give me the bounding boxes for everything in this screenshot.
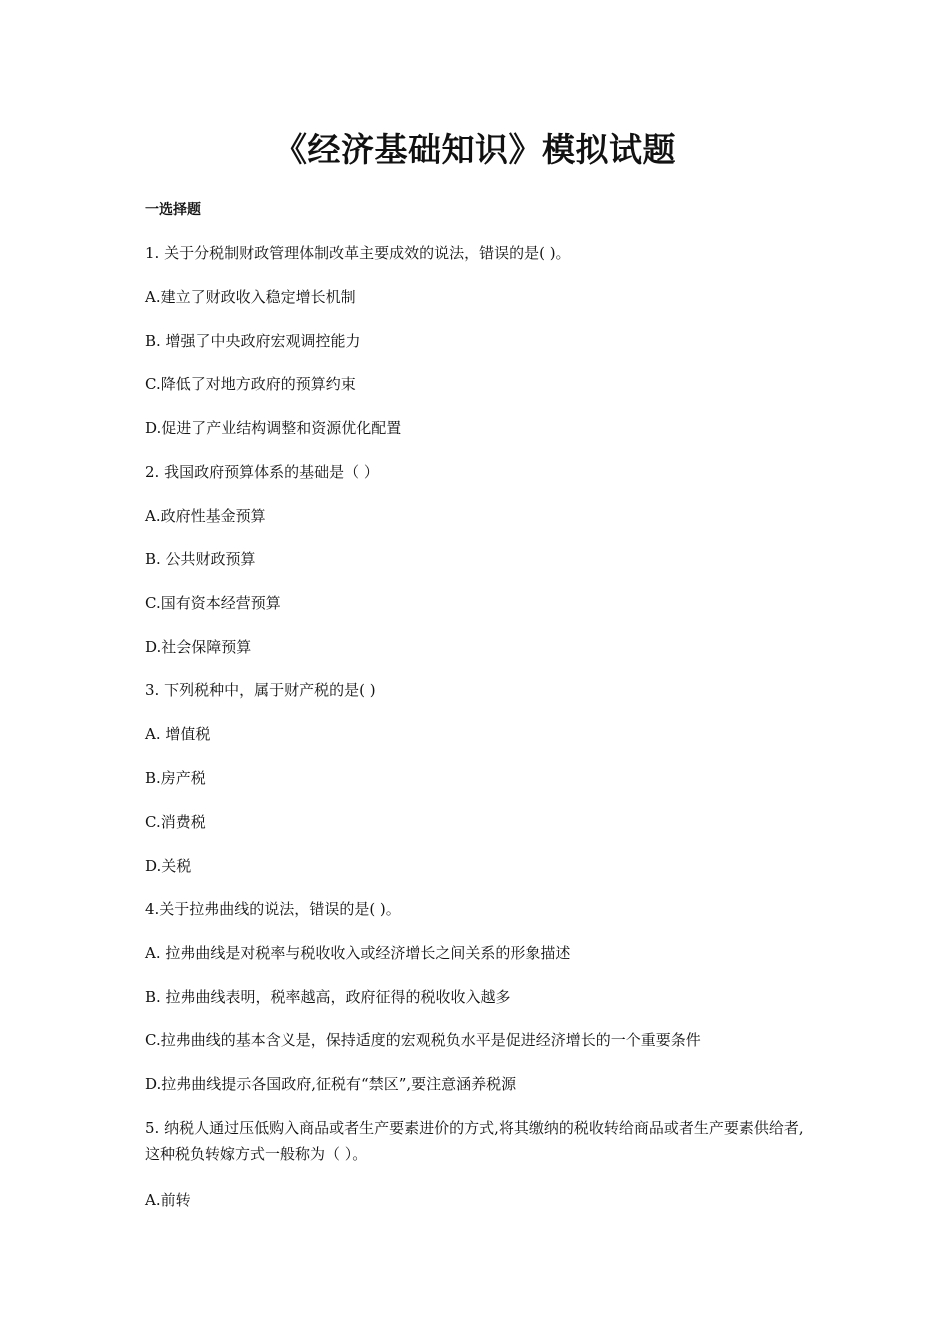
question-2: 2. 我国政府预算体系的基础是（ ） <box>145 463 379 481</box>
question-1: 1. 关于分税制财政管理体制改革主要成效的说法，错误的是( )。 <box>145 244 571 262</box>
option-1a: A.建立了财政收入稳定增长机制 <box>145 288 356 306</box>
option-2c: C.国有资本经营预算 <box>145 594 281 612</box>
option-3d: D.关税 <box>145 857 192 875</box>
question-4: 4.关于拉弗曲线的说法，错误的是( )。 <box>145 900 401 918</box>
option-4b: B. 拉弗曲线表明，税率越高，政府征得的税收收入越多 <box>145 988 511 1006</box>
option-2b: B. 公共财政预算 <box>145 550 256 568</box>
question-5: 5. 纳税人通过压低购入商品或者生产要素进价的方式,将其缴纳的税收转给商品或者生产要素供给者,这种税负转嫁方式一般称为（ ）。 <box>145 1119 804 1163</box>
option-1d: D.促进了产业结构调整和资源优化配置 <box>145 419 402 437</box>
question-3: 3. 下列税种中，属于财产税的是( ) <box>145 681 376 699</box>
option-3c: C.消费税 <box>145 813 206 831</box>
option-2d: D.社会保障预算 <box>145 638 252 656</box>
option-1c: C.降低了对地方政府的预算约束 <box>145 375 356 393</box>
option-2a: A.政府性基金预算 <box>145 507 266 525</box>
option-4c: C.拉弗曲线的基本含义是，保持适度的宏观税负水平是促进经济增长的一个重要条件 <box>145 1031 701 1049</box>
option-3b: B.房产税 <box>145 769 206 787</box>
option-4d: D.拉弗曲线提示各国政府,征税有“禁区”,要注意涵养税源 <box>145 1075 517 1093</box>
option-4a: A. 拉弗曲线是对税率与税收收入或经济增长之间关系的形象描述 <box>145 944 571 962</box>
document-title: 《经济基础知识》模拟试题 <box>274 130 676 169</box>
option-1b: B. 增强了中央政府宏观调控能力 <box>145 332 361 350</box>
option-5a: A.前转 <box>145 1191 191 1209</box>
option-3a: A. 增值税 <box>145 725 211 743</box>
section-heading: 一选择题 <box>145 202 201 218</box>
